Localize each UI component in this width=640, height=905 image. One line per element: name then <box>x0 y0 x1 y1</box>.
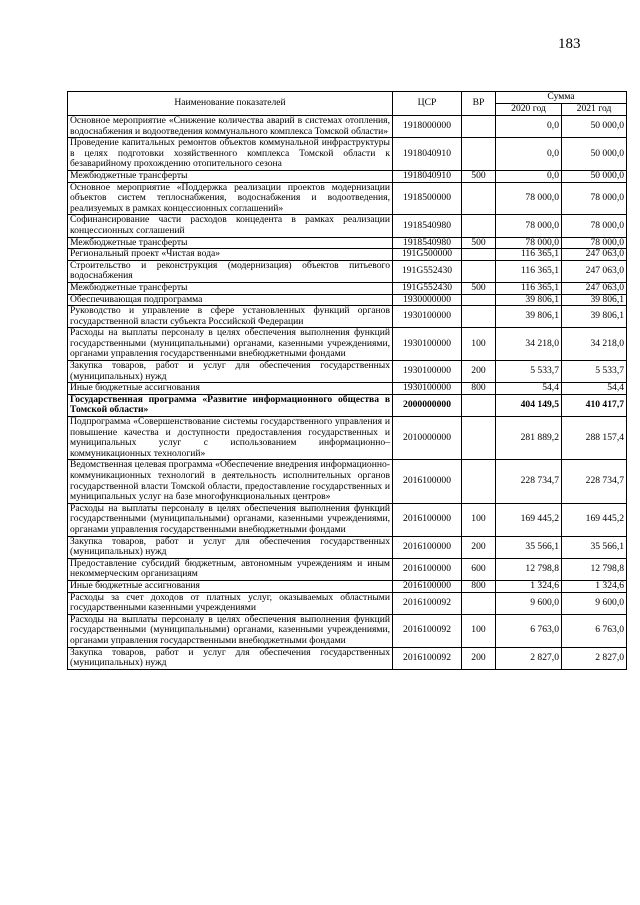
cell-2021: 35 566,1 <box>562 536 627 558</box>
cell-2020: 281 889,2 <box>496 417 562 460</box>
cell-2021: 6 763,0 <box>562 614 627 647</box>
cell-csr: 1918040910 <box>393 170 462 182</box>
cell-2020: 169 445,2 <box>496 503 562 536</box>
header-vr: ВР <box>462 92 496 116</box>
cell-2020: 9 600,0 <box>496 592 562 614</box>
cell-name: Проведение капитальных ремонтов объектов коммунальной инфраструктуры в целях подготовки хозяйственного комплекса Томской области к безаварийному прохождению отопительного сезона <box>68 138 393 171</box>
table-row <box>68 536 627 558</box>
cell-name: Руководство и управление в сфере установленных функций органов государственной власти субъекта Российской Федерации <box>68 306 393 328</box>
cell-2021: 247 063,0 <box>562 282 627 294</box>
table-row <box>68 383 627 395</box>
cell-vr: 100 <box>462 614 496 647</box>
cell-vr <box>462 394 496 416</box>
table-row <box>68 328 627 361</box>
cell-vr: 200 <box>462 361 496 383</box>
cell-2020: 54,4 <box>496 383 562 395</box>
table-row <box>68 361 627 383</box>
cell-name: Закупка товаров, работ и услуг для обеспечения государственных (муниципальных) нужд <box>68 536 393 558</box>
cell-csr: 1930100000 <box>393 306 462 328</box>
cell-csr: 2016100000 <box>393 580 462 592</box>
table-row <box>68 647 627 669</box>
cell-2020: 78 000,0 <box>496 182 562 215</box>
cell-csr: 2016100000 <box>393 460 462 503</box>
header-csr: ЦСР <box>393 92 462 116</box>
cell-2021: 54,4 <box>562 383 627 395</box>
table-row <box>68 558 627 580</box>
table-row <box>68 170 627 182</box>
cell-2021: 78 000,0 <box>562 182 627 215</box>
cell-2020: 116 365,1 <box>496 249 562 261</box>
cell-csr: 2016100092 <box>393 614 462 647</box>
cell-name: Расходы за счет доходов от платных услуг, оказываемых областными государственными казенными учреждениями <box>68 592 393 614</box>
cell-vr: 200 <box>462 536 496 558</box>
cell-name: Предоставление субсидий бюджетным, автономным учреждениям и иным некоммерческим организациям <box>68 558 393 580</box>
cell-2021: 34 218,0 <box>562 328 627 361</box>
cell-name: Иные бюджетные ассигнования <box>68 383 393 395</box>
cell-name: Расходы на выплаты персоналу в целях обеспечения выполнения функций государственными (муниципальными) органами, казенными учреждениями, органами управления государственными внебюджетными фондами <box>68 503 393 536</box>
table-row <box>68 460 627 503</box>
cell-2020: 5 533,7 <box>496 361 562 383</box>
cell-2020: 228 734,7 <box>496 460 562 503</box>
cell-vr <box>462 116 496 138</box>
cell-2021: 9 600,0 <box>562 592 627 614</box>
cell-name: Государственная программа «Развитие информационного общества в Томской области» <box>68 394 393 416</box>
cell-csr: 1918500000 <box>393 182 462 215</box>
cell-2021: 78 000,0 <box>562 237 627 249</box>
table-row <box>68 503 627 536</box>
table-row <box>68 417 627 460</box>
cell-vr <box>462 294 496 306</box>
cell-vr: 100 <box>462 328 496 361</box>
cell-csr: 191G552430 <box>393 282 462 294</box>
cell-vr: 800 <box>462 580 496 592</box>
cell-csr: 1930000000 <box>393 294 462 306</box>
cell-2021: 410 417,7 <box>562 394 627 416</box>
table-row <box>68 182 627 215</box>
cell-2021: 247 063,0 <box>562 249 627 261</box>
table-row <box>68 249 627 261</box>
cell-2020: 116 365,1 <box>496 282 562 294</box>
cell-2021: 247 063,0 <box>562 260 627 282</box>
cell-vr: 500 <box>462 237 496 249</box>
cell-name: Подпрограмма «Совершенствование системы государственного управления и повышение качества и доступности предоставления государственных и муниципальных услуг с использованием информационно–коммуникационных технологий» <box>68 417 393 460</box>
cell-2020: 35 566,1 <box>496 536 562 558</box>
cell-name: Основное мероприятие «Поддержка реализации проектов модернизации объектов систем теплоснабжения, водоснабжения и водоотведения, реализуемых в рамках концессионных соглашений» <box>68 182 393 215</box>
table-body <box>68 116 627 670</box>
cell-csr: 1930100000 <box>393 361 462 383</box>
cell-2021: 228 734,7 <box>562 460 627 503</box>
table-row <box>68 614 627 647</box>
cell-2021: 78 000,0 <box>562 215 627 237</box>
cell-2020: 116 365,1 <box>496 260 562 282</box>
cell-2021: 50 000,0 <box>562 138 627 171</box>
table-row <box>68 294 627 306</box>
page-number: 183 <box>558 36 581 52</box>
cell-vr <box>462 592 496 614</box>
cell-vr: 600 <box>462 558 496 580</box>
cell-name: Межбюджетные трансферты <box>68 282 393 294</box>
table-row <box>68 215 627 237</box>
cell-name: Иные бюджетные ассигнования <box>68 580 393 592</box>
table-row <box>68 592 627 614</box>
cell-csr: 191G552430 <box>393 260 462 282</box>
budget-table <box>67 91 627 670</box>
cell-name: Межбюджетные трансферты <box>68 237 393 249</box>
cell-2020: 2 827,0 <box>496 647 562 669</box>
cell-csr: 1930100000 <box>393 383 462 395</box>
cell-csr: 2016100092 <box>393 647 462 669</box>
cell-name: Ведомственная целевая программа «Обеспечение внедрения информационно-коммуникационных технологий в деятельность исполнительных органов государственной власти Томской области, предоставление государственных и муниципальных услуг на базе многофункциональных центров» <box>68 460 393 503</box>
cell-2020: 39 806,1 <box>496 306 562 328</box>
cell-csr: 191G500000 <box>393 249 462 261</box>
table-row <box>68 580 627 592</box>
cell-csr: 2016100092 <box>393 592 462 614</box>
cell-2021: 288 157,4 <box>562 417 627 460</box>
table-row <box>68 394 627 416</box>
cell-name: Основное мероприятие «Снижение количества аварий в системах отопления, водоснабжения и водоотведения коммунального комплекса Томской области» <box>68 116 393 138</box>
cell-2021: 169 445,2 <box>562 503 627 536</box>
cell-vr: 800 <box>462 383 496 395</box>
cell-vr: 100 <box>462 503 496 536</box>
cell-csr: 1918000000 <box>393 116 462 138</box>
cell-vr <box>462 249 496 261</box>
header-year-2020: 2020 год <box>496 104 562 116</box>
cell-2020: 0,0 <box>496 116 562 138</box>
cell-2020: 6 763,0 <box>496 614 562 647</box>
cell-csr: 2016100000 <box>393 503 462 536</box>
table-row <box>68 237 627 249</box>
cell-vr: 500 <box>462 282 496 294</box>
cell-vr: 200 <box>462 647 496 669</box>
cell-vr: 500 <box>462 170 496 182</box>
cell-vr <box>462 460 496 503</box>
cell-2020: 39 806,1 <box>496 294 562 306</box>
cell-2020: 404 149,5 <box>496 394 562 416</box>
cell-csr: 1930100000 <box>393 328 462 361</box>
cell-2021: 2 827,0 <box>562 647 627 669</box>
cell-name: Региональный проект «Чистая вода» <box>68 249 393 261</box>
cell-2021: 5 533,7 <box>562 361 627 383</box>
cell-2021: 50 000,0 <box>562 170 627 182</box>
cell-name: Строительство и реконструкция (модернизация) объектов питьевого водоснабжения <box>68 260 393 282</box>
cell-2020: 78 000,0 <box>496 215 562 237</box>
cell-2020: 78 000,0 <box>496 237 562 249</box>
cell-name: Закупка товаров, работ и услуг для обеспечения государственных (муниципальных) нужд <box>68 647 393 669</box>
cell-csr: 2010000000 <box>393 417 462 460</box>
cell-2021: 50 000,0 <box>562 116 627 138</box>
cell-2020: 34 218,0 <box>496 328 562 361</box>
cell-vr <box>462 417 496 460</box>
cell-name: Закупка товаров, работ и услуг для обеспечения государственных (муниципальных) нужд <box>68 361 393 383</box>
cell-2020: 0,0 <box>496 138 562 171</box>
cell-name: Расходы на выплаты персоналу в целях обеспечения выполнения функций государственными (муниципальными) органами, казенными учреждениями, органами управления государственными внебюджетными фондами <box>68 328 393 361</box>
cell-2021: 39 806,1 <box>562 306 627 328</box>
cell-csr: 2000000000 <box>393 394 462 416</box>
cell-2020: 0,0 <box>496 170 562 182</box>
cell-vr <box>462 306 496 328</box>
cell-csr: 1918040910 <box>393 138 462 171</box>
cell-name: Обеспечивающая подпрограмма <box>68 294 393 306</box>
cell-name: Софинансирование части расходов концедента в рамках реализации концессионных соглашений <box>68 215 393 237</box>
cell-2021: 12 798,8 <box>562 558 627 580</box>
cell-csr: 1918540980 <box>393 215 462 237</box>
cell-2021: 1 324,6 <box>562 580 627 592</box>
table-row <box>68 138 627 171</box>
table-row <box>68 282 627 294</box>
cell-2020: 12 798,8 <box>496 558 562 580</box>
cell-vr <box>462 138 496 171</box>
cell-csr: 2016100000 <box>393 536 462 558</box>
cell-name: Межбюджетные трансферты <box>68 170 393 182</box>
table-row <box>68 116 627 138</box>
table-row <box>68 306 627 328</box>
cell-name: Расходы на выплаты персоналу в целях обеспечения выполнения функций государственными (муниципальными) органами, казенными учреждениями, органами управления государственными внебюджетными фондами <box>68 614 393 647</box>
cell-vr <box>462 215 496 237</box>
cell-2021: 39 806,1 <box>562 294 627 306</box>
cell-csr: 1918540980 <box>393 237 462 249</box>
header-year-2021: 2021 год <box>562 104 627 116</box>
header-name: Наименование показателей <box>68 92 393 116</box>
cell-csr: 2016100000 <box>393 558 462 580</box>
cell-vr <box>462 182 496 215</box>
cell-vr <box>462 260 496 282</box>
cell-2020: 1 324,6 <box>496 580 562 592</box>
header-sum: Сумма <box>496 92 627 104</box>
table-row <box>68 260 627 282</box>
